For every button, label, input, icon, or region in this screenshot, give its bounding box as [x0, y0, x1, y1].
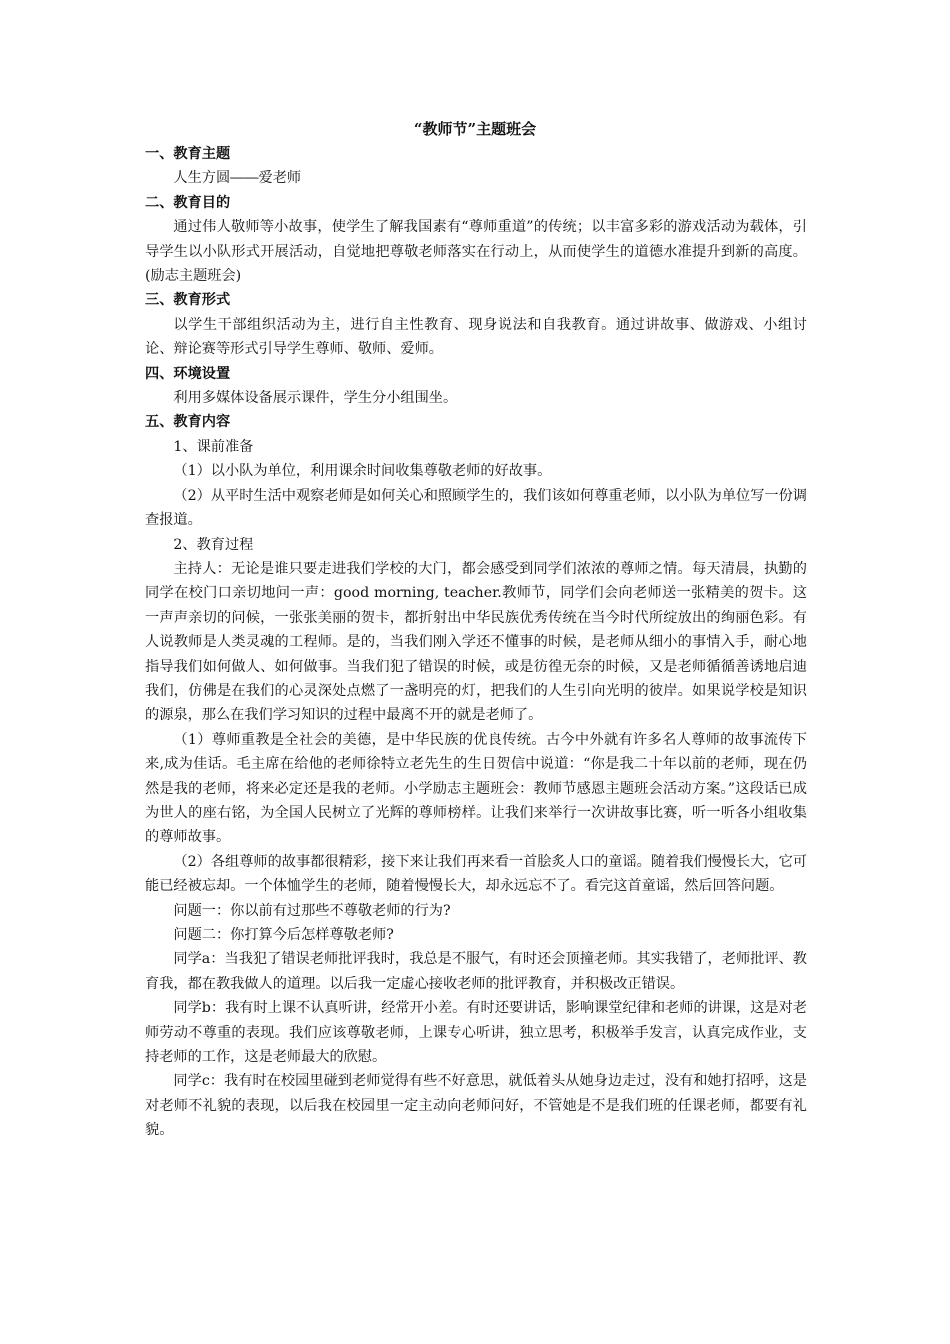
paragraph: 利用多媒体设备展示课件，学生分小组围坐。: [173, 390, 458, 407]
paragraph: 2、教育过程: [173, 536, 254, 553]
paragraph: 同学c：我有时在校园里碰到老师觉得有些不好意思，就低着头从她身边走过，没有和她打招呼，这是对老师不礼貌的表现，以后我在校园里一定主动向老师问好，不管她是不是我们班的任课老师，都要有礼貌。: [145, 1073, 807, 1139]
paragraph: （1）尊师重教是全社会的美德，是中华民族的优良传统。古今中外就有许多名人尊师的故事流传下来,成为佳话。毛主席在给他的老师徐特立老先生的生日贺信中说道：“你是我二十年以前的老师，现在仍然是我的老师，将来必定还是我的老师。小学励志主题班会：教师节感恩主题班会活动方案。”这段话已成为世人的座右铭，为全国人民树立了光辉的尊师榜样。让我们来举行一次讲故事比赛，听一听各小组收集的尊师故事。: [145, 731, 807, 846]
document-title: “教师节”主题班会: [413, 120, 537, 138]
section-heading: 四、环境设置: [145, 365, 231, 382]
section-heading: 五、教育内容: [145, 414, 231, 431]
paragraph: 主持人：无论是谁只要走进我们学校的大门，都会感受到同学们浓浓的尊师之情。每天清晨，执勤的同学在校门口亲切地问一声：good morning, teacher.教师节，同学们会向老师送一张精美的贺卡。这一声声亲切的问候，一张张美丽的贺卡，都折射出中华民族优秀传统在当今时代所绽放出的绚丽色彩。有人说教师是人类灵魂的工程师。是的，当我们刚入学还不懂事的时候，是老师从细小的事情入手，耐心地指导我们如何做人、如何做事。当我们犯了错误的时候，或是彷徨无奈的时候，又是老师循循善诱地启迪我们，仿佛是在我们的心灵深处点燃了一盏明亮的灯，把我们的人生引向光明的彼岸。如果说学校是知识的源泉，那么在我们学习知识的过程中最离不开的就是老师了。: [145, 560, 807, 724]
paragraph: 1、课前准备: [173, 438, 254, 455]
paragraph: 问题二：你打算今后怎样尊敬老师?: [173, 927, 394, 943]
paragraph: 人生方圆――爱老师: [173, 170, 302, 187]
paragraph: （2）各组尊师的故事都很精彩，接下来让我们再来看一首脍炙人口的童谣。随着我们慢慢长大，它可能已经被忘却。一个体恤学生的老师，随着慢慢长大，却永远忘不了。看完这首童谣，然后回答问题。: [145, 853, 807, 895]
paragraph: （2）从平时生活中观察老师是如何关心和照顾学生的，我们该如何尊重老师，以小队为单位写一份调查报道。: [145, 487, 807, 529]
paragraph: 同学b：我有时上课不认真听讲，经常开小差。有时还要讲话，影响课堂纪律和老师的讲课，这是对老师劳动不尊重的表现。我们应该尊敬老师，上课专心听讲，独立思考，积极举手发言，认真完成作业，支持老师的工作，这是老师最大的欣慰。: [145, 1000, 807, 1066]
document-body: [145, 142, 807, 1143]
paragraph: 问题一：你以前有过那些不尊敬老师的行为?: [173, 902, 451, 919]
paragraph: 通过伟人敬师等小故事，使学生了解我国素有“尊师重道”的传统；以丰富多彩的游戏活动为载体，引导学生以小队形式开展活动，自觉地把尊敬老师落实在行动上，从而使学生的道德水准提升到新的高度。(励志主题班会): [145, 219, 807, 285]
paragraph: （1）以小队为单位，利用课余时间收集尊敬老师的好故事。: [173, 463, 552, 480]
section-heading: 一、教育主题: [145, 146, 231, 162]
paragraph: 同学a：当我犯了错误老师批评我时，我总是不服气，有时还会顶撞老师。其实我错了，老师批评、教育我，都在教我做人的道理。以后我一定虚心接收老师的批评教育，并积极改正错误。: [145, 951, 807, 992]
section-heading: 二、教育目的: [145, 194, 231, 211]
section-heading: 三、教育形式: [145, 292, 231, 309]
paragraph: 以学生干部组织活动为主，进行自主性教育、现身说法和自我教育。通过讲故事、做游戏、小组讨论、辩论赛等形式引导学生尊师、敬师、爱师。: [145, 316, 807, 358]
